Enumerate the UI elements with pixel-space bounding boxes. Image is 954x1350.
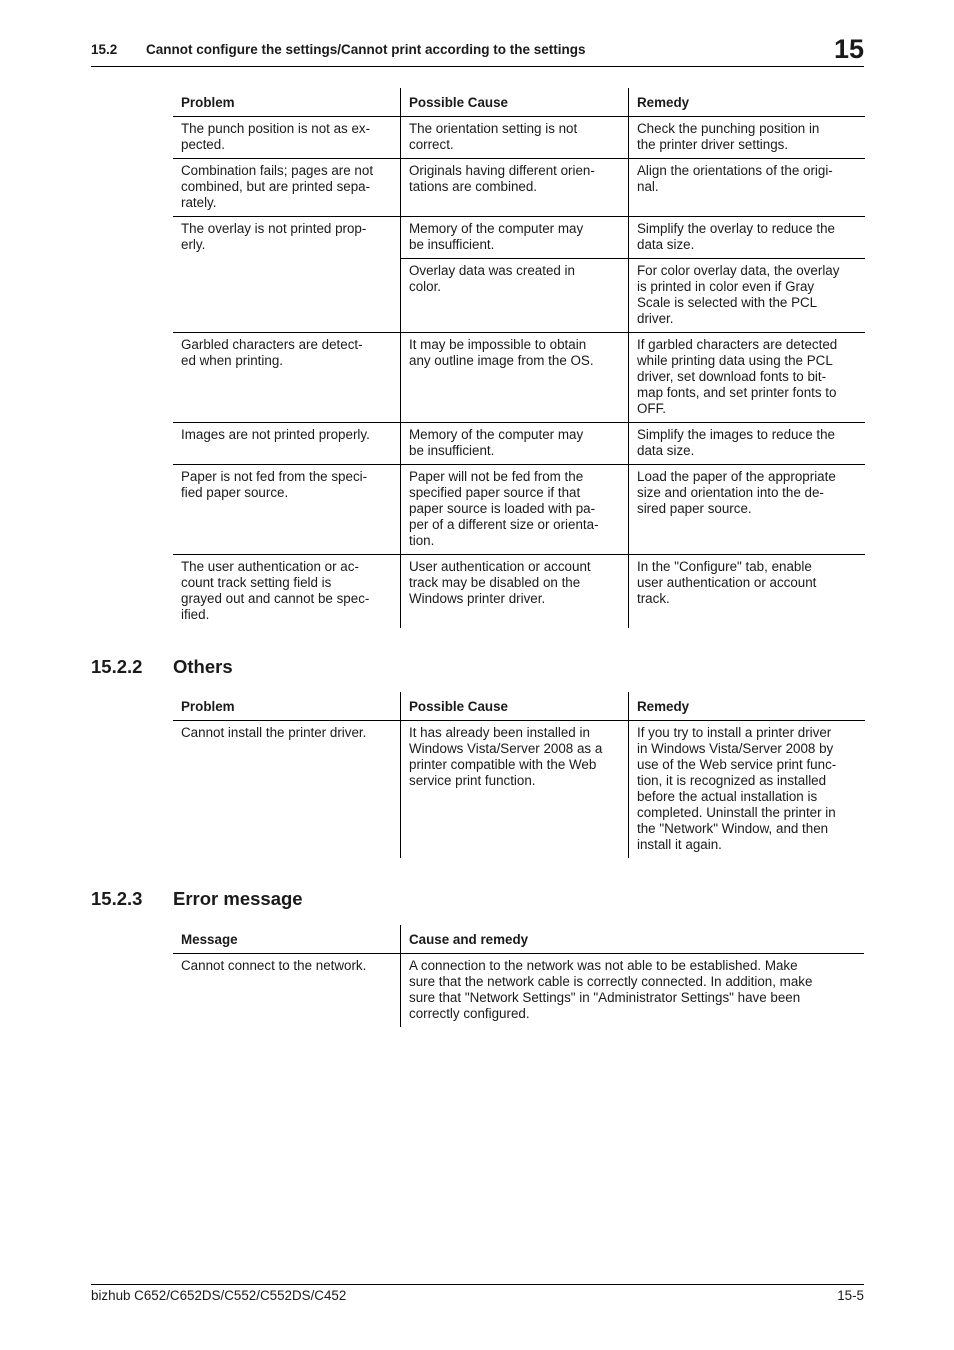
column-header-remedy: Remedy	[629, 88, 866, 117]
problem-cell: The punch position is not as ex- pected.	[173, 117, 401, 159]
section-heading-others	[91, 656, 233, 678]
column-header-remedy: Remedy	[629, 692, 866, 721]
column-header-cause: Possible Cause	[401, 692, 629, 721]
error-message-table	[173, 925, 864, 1027]
remedy-cell: Align the orientations of the origi- nal.	[629, 159, 866, 217]
problem-cell: Combination fails; pages are not combined, but are printed sepa- rately.	[173, 159, 401, 217]
table-header-row	[173, 925, 864, 954]
cause-cell: It may be impossible to obtain any outline image from the OS.	[401, 333, 629, 423]
remedy-cell: Simplify the overlay to reduce the data size.	[629, 217, 866, 259]
page-header	[91, 34, 864, 67]
column-header-problem: Problem	[173, 88, 401, 117]
cause-cell: Originals having different orien- tations are combined.	[401, 159, 629, 217]
cause-remedy-cell: A connection to the network was not able to be established. Make sure that the network cable is correctly connected. In addition, make sure that "Network Settings" in "Administrator Settings" have been correctly configured.	[401, 954, 865, 1028]
cause-cell: User authentication or account track may be disabled on the Windows printer driver.	[401, 555, 629, 629]
remedy-cell: Load the paper of the appropriate size and orientation into the de- sired paper source.	[629, 465, 866, 555]
table-row	[173, 333, 865, 423]
column-header-cause: Possible Cause	[401, 88, 629, 117]
table-row	[173, 555, 865, 629]
table-header-row	[173, 88, 865, 117]
header-title: Cannot configure the settings/Cannot print according to the settings	[146, 42, 586, 57]
page-footer	[91, 1284, 864, 1303]
problem-cell: Garbled characters are detect- ed when printing.	[173, 333, 401, 423]
remedy-cell: Simplify the images to reduce the data size.	[629, 423, 866, 465]
header-section-number: 15.2	[91, 42, 118, 57]
section-number: 15.2.2	[91, 656, 143, 677]
problem-cell: Images are not printed properly.	[173, 423, 401, 465]
cause-cell: The orientation setting is not correct.	[401, 117, 629, 159]
column-header-problem: Problem	[173, 692, 401, 721]
column-header-message: Message	[173, 925, 401, 954]
section-title: Others	[173, 656, 233, 677]
problem-cell: Paper is not fed from the speci- fied paper source.	[173, 465, 401, 555]
table-row	[173, 423, 865, 465]
column-header-cause-and-remedy: Cause and remedy	[401, 925, 865, 954]
section-heading-error-message	[91, 888, 303, 910]
remedy-cell: Check the punching position in the printer driver settings.	[629, 117, 866, 159]
footer-page-number: 15-5	[837, 1288, 864, 1303]
section-title: Error message	[173, 888, 303, 909]
table-row	[173, 954, 864, 1028]
cause-cell: Overlay data was created in color.	[401, 259, 629, 333]
section-number: 15.2.3	[91, 888, 143, 909]
cause-cell: Memory of the computer may be insufficient.	[401, 217, 629, 259]
problem-cell: Cannot install the printer driver.	[181, 725, 367, 740]
problem-cell: The overlay is not printed prop- erly.	[173, 217, 401, 333]
problem-cell: The user authentication or ac- count track setting field is grayed out and cannot be spec- ified.	[181, 559, 370, 622]
table-header-row	[173, 692, 865, 721]
table-row	[173, 721, 865, 859]
remedy-cell: If you try to install a printer driver in Windows Vista/Server 2008 by use of the Web service print func- tion, it is recognized as installed before the actual installation is completed. Uninstall the printer in the "Network" Window, and then install it again.	[629, 721, 866, 859]
footer-model: bizhub C652/C652DS/C552/C552DS/C452	[91, 1288, 347, 1303]
cause-cell: It has already been installed in Windows Vista/Server 2008 as a printer compatible with the Web service print function.	[401, 721, 629, 859]
remedy-cell: If garbled characters are detected while printing data using the PCL driver, set download fonts to bit- map fonts, and set printer fonts to OFF.	[629, 333, 866, 423]
remedy-cell: In the "Configure" tab, enable user authentication or account track.	[629, 555, 866, 629]
chapter-number: 15	[833, 34, 864, 64]
table-row	[173, 465, 865, 555]
table-row	[173, 217, 865, 259]
message-cell: Cannot connect to the network.	[181, 958, 367, 973]
table-row	[173, 117, 865, 159]
cause-cell: Paper will not be fed from the specified paper source if that paper source is loaded with pa- per of a different size or orienta- tion.	[401, 465, 629, 555]
cause-cell: Memory of the computer may be insufficient.	[401, 423, 629, 465]
remedy-cell: For color overlay data, the overlay is printed in color even if Gray Scale is selected with the PCL driver.	[629, 259, 866, 333]
others-table	[173, 692, 865, 858]
troubleshooting-table	[173, 88, 865, 628]
table-row	[173, 159, 865, 217]
